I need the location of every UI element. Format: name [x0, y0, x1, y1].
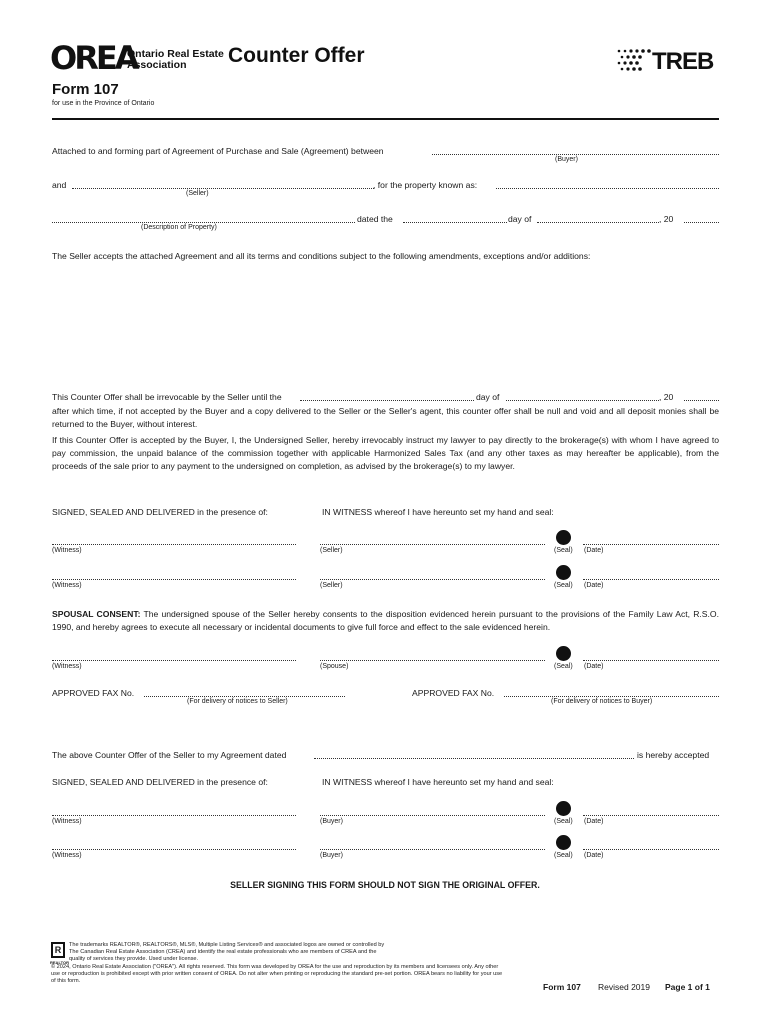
irrevocable-time-field[interactable] — [300, 400, 474, 401]
witness-label: (Witness) — [52, 852, 82, 859]
date-label: (Date) — [584, 547, 604, 554]
witness-line[interactable] — [52, 815, 296, 816]
footer-form-number: Form 107 — [543, 982, 581, 992]
spouse-label: (Spouse) — [320, 663, 349, 670]
witness-label: (Witness) — [52, 663, 82, 670]
trademark-line2: The Canadian Real Estate Association (CREA) and identify the real estate professionals who are members of CREA and the — [69, 949, 377, 956]
form-title: Counter Offer — [228, 44, 365, 67]
accepts-text: The Seller accepts the attached Agreement and all its terms and conditions subject to the following amendments, exceptions and/or additions: — [52, 251, 591, 261]
description-field[interactable] — [52, 222, 355, 223]
acceptance-date-field[interactable] — [314, 758, 634, 759]
fax-seller-field[interactable] — [144, 696, 345, 697]
witness-line[interactable] — [52, 660, 296, 661]
seal-label: (Seal) — [554, 547, 573, 554]
in-witness-label: IN WITNESS whereof I have hereunto set my hand and seal: — [322, 507, 554, 517]
description-label: (Description of Property) — [141, 224, 217, 231]
footer-page: Page 1 of 1 — [665, 982, 710, 992]
seal-label: (Seal) — [554, 582, 573, 589]
approved-fax-buyer-label: APPROVED FAX No. — [412, 688, 495, 698]
date-label: (Date) — [584, 852, 604, 859]
header-rule — [52, 118, 719, 120]
date-line[interactable] — [583, 579, 719, 580]
realtor-word: REALTOR — [50, 960, 69, 965]
day-of-label: day of — [508, 214, 532, 224]
seller-signature-line[interactable] — [320, 579, 545, 580]
irrevocable-month-field[interactable] — [506, 400, 659, 401]
footer-revised: Revised 2019 — [598, 982, 650, 992]
seller-field[interactable] — [72, 188, 374, 189]
signed-sealed-label: SIGNED, SEALED AND DELIVERED in the presence of: — [52, 777, 268, 787]
seller-signature-line[interactable] — [320, 544, 545, 545]
witness-label: (Witness) — [52, 818, 82, 825]
spousal-heading: SPOUSAL CONSENT: — [52, 609, 141, 619]
in-witness-label: IN WITNESS whereof I have hereunto set my hand and seal: — [322, 777, 554, 787]
treb-logo: TREB — [652, 48, 714, 75]
and-label: and — [52, 180, 67, 190]
spousal-consent — [52, 608, 719, 634]
property-field[interactable] — [496, 188, 719, 189]
buyer-field[interactable] — [432, 154, 719, 155]
fax-buyer-field[interactable] — [504, 696, 719, 697]
date-label: (Date) — [584, 582, 604, 589]
fax-seller-note: (For delivery of notices to Seller) — [187, 698, 288, 705]
spouse-signature-line[interactable] — [320, 660, 545, 661]
property-known-label: , for the property known as: — [373, 180, 478, 190]
buyer-signature-line[interactable] — [320, 849, 545, 850]
seal-icon — [556, 835, 571, 850]
month-field[interactable] — [537, 222, 659, 223]
trademark-line3: quality of services they provide. Used under license. — [69, 956, 199, 963]
irrevocable-day-of: day of — [476, 392, 500, 402]
year-field[interactable] — [684, 222, 719, 223]
copyright-text: © 2024, Ontario Real Estate Association ("OREA"). All rights reserved. This form was developed by OREA for the use and reproduction by its members and licensees only. Any other use or reproduction is prohibited except with prior written consent of OREA. Do not alter when printing or reproducing the standard pre-set portion. OREA bears no liability for your use of this form. — [51, 963, 503, 985]
irrevocable-line: This Counter Offer shall be irrevocable by the Seller until the — [52, 392, 282, 402]
witness-line[interactable] — [52, 579, 296, 580]
seal-icon — [556, 530, 571, 545]
irrevocable-year-field[interactable] — [684, 400, 719, 401]
form-number: Form 107 — [52, 81, 119, 98]
witness-line[interactable] — [52, 849, 296, 850]
approved-fax-seller-label: APPROVED FAX No. — [52, 688, 135, 698]
seller-signature-label: (Seller) — [320, 582, 343, 589]
seal-label: (Seal) — [554, 663, 573, 670]
dated-the-label: dated the — [357, 214, 393, 224]
irrevocable-year-label: , 20 — [659, 392, 674, 402]
witness-label: (Witness) — [52, 582, 82, 589]
buyer-signature-label: (Buyer) — [320, 818, 343, 825]
spousal-text: The undersigned spouse of the Seller hereby consents to the disposition evidenced herein pursuant to the provisions of the Family Law Act, R.S.O. 1990, and hereby agrees to execute all necessary or incidental documents to give full force and effect to the sale evidenced herein. — [52, 609, 719, 632]
amendments-area[interactable] — [52, 266, 719, 384]
dated-field[interactable] — [403, 222, 507, 223]
fax-buyer-note: (For delivery of notices to Buyer) — [551, 698, 653, 705]
warning-text: SELLER SIGNING THIS FORM SHOULD NOT SIGN THE ORIGINAL OFFER. — [230, 880, 540, 890]
irrevocable-text: after which time, if not accepted by the Buyer and a copy delivered to the Seller or the Seller's agent, this counter offer shall be null and void and all deposit monies shall be returned to the Buyer, without interest. — [52, 406, 719, 429]
realtor-logo-letter: R — [54, 945, 62, 955]
seal-icon — [556, 565, 571, 580]
date-line[interactable] — [583, 849, 719, 850]
seal-icon — [556, 646, 571, 661]
seal-icon — [556, 801, 571, 816]
seal-label: (Seal) — [554, 818, 573, 825]
acceptance-text-a: The above Counter Offer of the Seller to my Agreement dated — [52, 750, 287, 760]
date-label: (Date) — [584, 663, 604, 670]
date-line[interactable] — [583, 815, 719, 816]
orea-full-name: Ontario Real Estate Association — [127, 48, 224, 71]
orea-logo: OREA — [50, 39, 137, 77]
witness-line[interactable] — [52, 544, 296, 545]
witness-label: (Witness) — [52, 547, 82, 554]
signed-sealed-label: SIGNED, SEALED AND DELIVERED in the presence of: — [52, 507, 268, 517]
footer-legal — [51, 942, 506, 985]
buyer-signature-label: (Buyer) — [320, 852, 343, 859]
form-subtitle: for use in the Province of Ontario — [52, 100, 155, 107]
date-label: (Date) — [584, 818, 604, 825]
acceptance-text-b: is hereby accepted — [637, 750, 710, 760]
treb-dots-icon — [614, 47, 654, 75]
seller-signature-label: (Seller) — [320, 547, 343, 554]
trademark-line1: The trademarks REALTOR®, REALTORS®, MLS®, Multiple Listing Services® and associated logos are owned or controlled by — [69, 942, 385, 948]
year-label: , 20 — [659, 214, 674, 224]
commission-text: If this Counter Offer is accepted by the Buyer, I, the Undersigned Seller, hereby irrevocably instruct my lawyer to pay directly to the brokerage(s) with whom I have agreed to pay commission, the unpaid balance of the commission together with applicable Harmonized Sales Tax (and any other taxes as may hereafter be applicable), from the proceeds of the sale prior to any payment to the undersigned on completion, as advised by the brokerage(s) to my lawyer. — [52, 435, 719, 471]
buyer-label: (Buyer) — [555, 156, 578, 163]
seal-label: (Seal) — [554, 852, 573, 859]
intro-line1: Attached to and forming part of Agreement of Purchase and Sale (Agreement) between — [52, 146, 384, 156]
date-line[interactable] — [583, 544, 719, 545]
date-line[interactable] — [583, 660, 719, 661]
buyer-signature-line[interactable] — [320, 815, 545, 816]
seller-label: (Seller) — [186, 190, 209, 197]
